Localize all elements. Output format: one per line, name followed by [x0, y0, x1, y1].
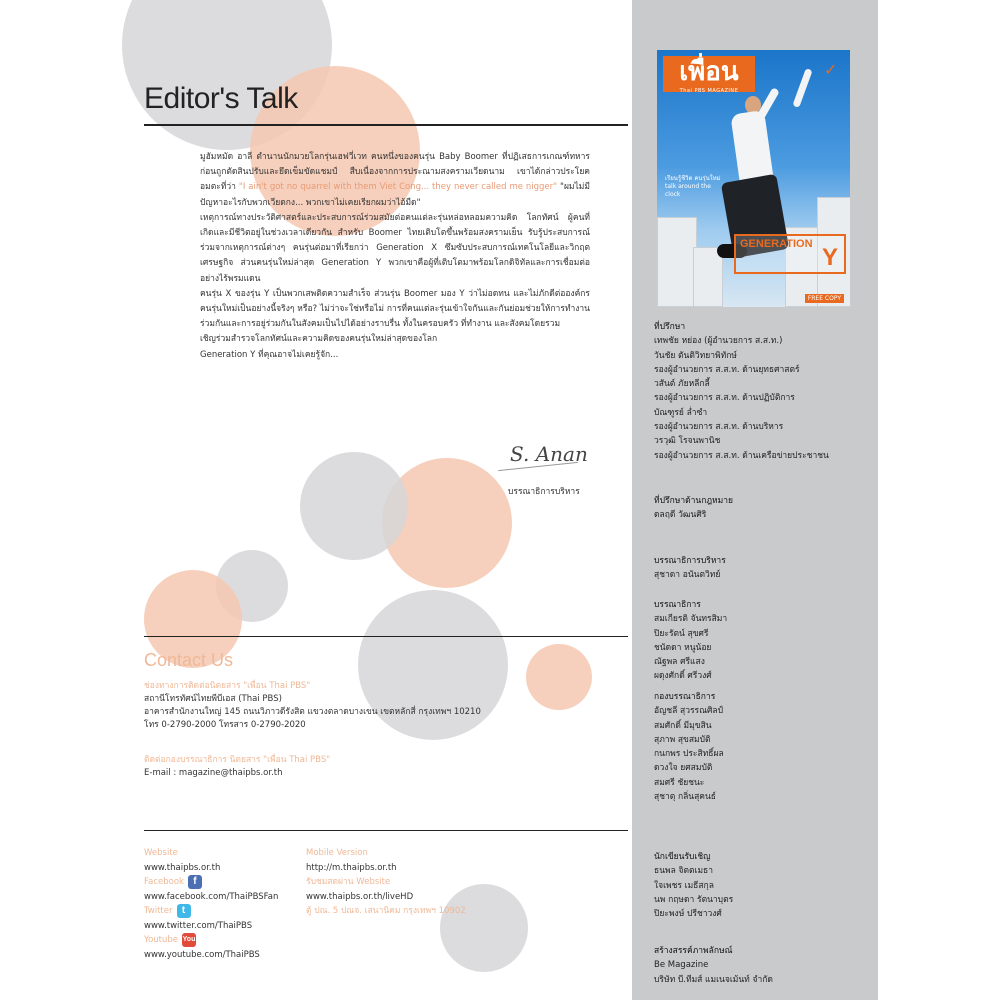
staff-line: กนกพร ประสิทธิ์ผล: [654, 749, 724, 760]
staff-group: [654, 598, 727, 684]
live-link[interactable]: www.thaipbs.or.th/liveHD: [306, 891, 414, 902]
editorial-text: "ผมไม่มีปัญหาอะไรกับพวกเวียดกง... พวกเขาไม่เคยเรียกผมว่าไอ้มืด": [200, 182, 591, 208]
staff-role: กองบรรณาธิการ: [654, 692, 716, 702]
staff-group: [654, 944, 773, 987]
facebook-icon[interactable]: f: [188, 875, 202, 889]
staff-line: สุชาตุ กลิ่นสุคนธ์: [654, 792, 716, 803]
staff-line: ธนพล จิตตเมธา: [654, 866, 714, 877]
staff-line: รองผู้อำนวยการ ส.ส.ท. ด้านปฏิบัติการ: [654, 393, 795, 404]
contact-org: สถานีโทรทัศน์ไทยพีบีเอส (Thai PBS): [144, 694, 282, 704]
contact-heading: ช่องทางการติดต่อนิตยสาร "เพื่อน Thai PBS": [144, 681, 311, 691]
editorial-paragraph: เชิญร่วมสำรวจโลกทัศน์และความคิดของคนรุ่นใหม่ล่าสุดของโลก: [200, 334, 438, 345]
youtube-label: Youtube You: [144, 933, 278, 948]
staff-line: สมเกียรติ จันทรสิมา: [654, 614, 728, 625]
contact-title: Contact Us: [144, 650, 234, 670]
generation-y-letter: Y: [821, 244, 838, 271]
figure-body: [730, 110, 773, 184]
cover-headline: เรียนรู้ชีวิต คนรุ่นใหม่ talk around the clock: [665, 175, 721, 198]
staff-line: ปิยะรัตน์ สุขศรี: [654, 628, 709, 639]
pobox: ตู้ ปณ. 5 ปณจ. เสนานิคม กรุงเทพฯ 10902: [306, 906, 466, 916]
staff-line: รองผู้อำนวยการ ส.ส.ท. ด้านยุทธศาสตร์: [654, 364, 800, 375]
editorial-text: มูฮัมหมัด อาลี ตำนานนักมวยโลกรุ่นเฮฟวี่เวท คนหนึ่งของคนรุ่น Baby Boomer ที่ปฏิเสธการเกณฑ์ทหาร ก่อนถูกตัดสินปรับและยึดเข็มขัดแชมป์ สืบเนื่องจากการประณามสงครามเวียดนาม เขาได้กล่าวประโยคอมตะที่ว่า: [200, 152, 590, 193]
staff-role: บรรณาธิการ: [654, 600, 701, 610]
staff-group: [654, 850, 733, 921]
editorial-paragraph: Generation Y ที่คุณอาจไม่เคยรู้จัก...: [200, 349, 339, 360]
youtube-link[interactable]: www.youtube.com/ThaiPBS: [144, 949, 260, 960]
staff-line: สุภาพ สุขสมบัติ: [654, 734, 711, 745]
social-links: [144, 846, 278, 962]
twitter-icon[interactable]: t: [177, 904, 191, 918]
youtube-icon[interactable]: You: [182, 933, 196, 947]
staff-line: ผดุงศักดิ์ ศรีวงศ์: [654, 671, 712, 682]
staff-line: บริษัท บี.ทีมส์ แมเนจเม้นท์ จำกัด: [654, 974, 773, 985]
staff-line: สมศักดิ์ มีมุขสิน: [654, 720, 712, 731]
staff-line: วันชัย ตันติวิทยาพิทักษ์: [654, 350, 737, 361]
web-links: [306, 846, 466, 919]
brand-mark-icon: ✓: [824, 60, 838, 79]
staff-line: Be Magazine: [654, 960, 709, 971]
website-link[interactable]: www.thaipbs.or.th: [144, 862, 221, 873]
staff-line: นพ กฤษดา รัตนาบุตร: [654, 894, 734, 905]
staff-line: สุชาดา อนันตวิทย์: [654, 570, 721, 581]
editorial-paragraph: [200, 150, 590, 211]
contact-divider: [144, 636, 628, 637]
twitter-link[interactable]: www.twitter.com/ThaiPBS: [144, 920, 253, 931]
website-label: Website: [144, 848, 178, 858]
facebook-link[interactable]: www.facebook.com/ThaiPBSFan: [144, 891, 279, 902]
staff-line: เทพชัย หย่อง (ผู้อำนวยการ ส.ส.ท.): [654, 336, 783, 347]
staff-line: บัณฑูรย์ ล่ำซำ: [654, 407, 708, 418]
staff-line: ใจเพชร เมธีสกุล: [654, 880, 714, 891]
magazine-cover: [657, 50, 850, 307]
building-shape: [657, 217, 697, 307]
english-quote: "I ain't got no quarrel with them Viet Cong... they never called me nigger": [238, 182, 558, 193]
staff-group: [654, 320, 829, 463]
decorative-circle: [300, 452, 408, 560]
staff-role: ที่ปรึกษา: [654, 322, 686, 332]
staff-line: วสันต์ ภัยหลีกลี้: [654, 379, 710, 390]
page-title: Editor's Talk: [144, 82, 298, 115]
staff-line: อัญชลี สุวรรณศิลป์: [654, 706, 724, 717]
generation-y-box: [734, 234, 846, 274]
generation-label: GENERATION: [740, 238, 813, 250]
contact-phone: โทร 0-2790-2000 โทรสาร 0-2790-2020: [144, 720, 306, 730]
staff-role: นักเขียนรับเชิญ: [654, 852, 711, 862]
staff-line: วรวุฒิ โรจนพานิช: [654, 436, 721, 447]
staff-line: รองผู้อำนวยการ ส.ส.ท. ด้านบริหาร: [654, 422, 784, 433]
editorial-paragraph: คนรุ่น X ของรุ่น Y เป็นพวกเสพติดความสำเร็จ ส่วนรุ่น Boomer มอง Y ว่าไม่อดทน และไม่ภักดีต่อองค์กร คนรุ่นใหม่เป็นอย่างนี้จริงๆ หรือ? ไม่ว่าจะใช่หรือไม่ การที่คนแต่ละรุ่นเข้าใจกันและกันย่อมช่วยให้การทำงานร่วมกันและการอยู่ร่วมกันในสังคมเป็นไปได้อย่างราบรื่น ทั้งในครอบครัว ที่ทำงาน และสังคมโดยรวม: [200, 288, 590, 330]
staff-line: สมศรี ชัยชนะ: [654, 777, 705, 788]
contact-email[interactable]: E-mail : magazine@thaipbs.or.th: [144, 768, 283, 778]
staff-role: ที่ปรึกษาด้านกฎหมาย: [654, 496, 734, 506]
staff-line: ณัฐพล ศรีแสง: [654, 657, 705, 668]
staff-line: ดวงใจ ยศสมบัติ: [654, 763, 713, 774]
cover-logo-subtitle: Thai PBS MAGAZINE: [679, 88, 739, 94]
staff-group: [654, 690, 724, 804]
editorial-paragraph: เหตุการณ์ทางประวัติศาสตร์และประสบการณ์ร่วมสมัยต่อคนแต่ละรุ่นหล่อหลอมความคิด โลกทัศน์ ผู้คนที่เกิดและมีชีวิตอยู่ในช่วงเวลาเดียวกัน สำหรับ Boomer ไทยเติบโตขึ้นพร้อมสงครามเย็น รับรู้ประสบการณ์ร่วมจากเหตุการณ์ต่างๆ คนรุ่นต่อมาที่เรียกว่า Generation X ซึมซับประสบการณ์เทคโนโลยีและวิกฤตเศรษฐกิจ ส่วนคนรุ่นใหม่ล่าสุด Generation Y พวกเขาคือผู้ที่เติบโตมาพร้อมโลกดิจิทัลและการเชื่อมต่ออย่างไร้พรมแดน: [200, 212, 590, 284]
links-divider: [144, 830, 628, 831]
twitter-label: Twitter t: [144, 904, 278, 919]
decorative-circle: [526, 644, 592, 710]
staff-group: [654, 554, 726, 583]
signature: S. Anan: [510, 442, 588, 466]
staff-role: สร้างสรรค์ภาพลักษณ์: [654, 946, 733, 956]
contact-address: อาคารสำนักงานใหญ่ 145 ถนนวิภาวดีรังสิต แขวงตลาดบางเขน เขตหลักสี่ กรุงเทพฯ 10210: [144, 707, 481, 717]
facebook-label: Facebook f: [144, 875, 278, 890]
figure-arm: [792, 68, 812, 108]
mobile-link[interactable]: http://m.thaipbs.or.th: [306, 862, 397, 873]
staff-line: ดลฤดี วัฒนศิริ: [654, 510, 707, 521]
signer-role: บรรณาธิการบริหาร: [508, 487, 580, 497]
staff-line: รองผู้อำนวยการ ส.ส.ท. ด้านเครือข่ายประชาชน: [654, 450, 829, 461]
staff-line: ชนัดดา หนูน้อย: [654, 642, 712, 653]
editorial-body: [200, 150, 590, 363]
editorial-contact: [144, 754, 330, 780]
cover-logo: เพื่อน: [663, 56, 755, 92]
mobile-label: Mobile Version: [306, 848, 368, 858]
staff-group: [654, 494, 733, 523]
contact-info: [144, 680, 481, 732]
contact-heading: ติดต่อกองบรรณาธิการ นิตยสาร "เพื่อน Thai PBS": [144, 755, 331, 765]
title-divider: [144, 124, 628, 126]
free-copy-badge: FREE COPY: [805, 294, 844, 303]
live-label: รับชมสดผ่าน Website: [306, 877, 391, 887]
staff-role: บรรณาธิการบริหาร: [654, 556, 726, 566]
staff-line: ปิยะพงษ์ ปรีชาวงศ์: [654, 909, 722, 920]
